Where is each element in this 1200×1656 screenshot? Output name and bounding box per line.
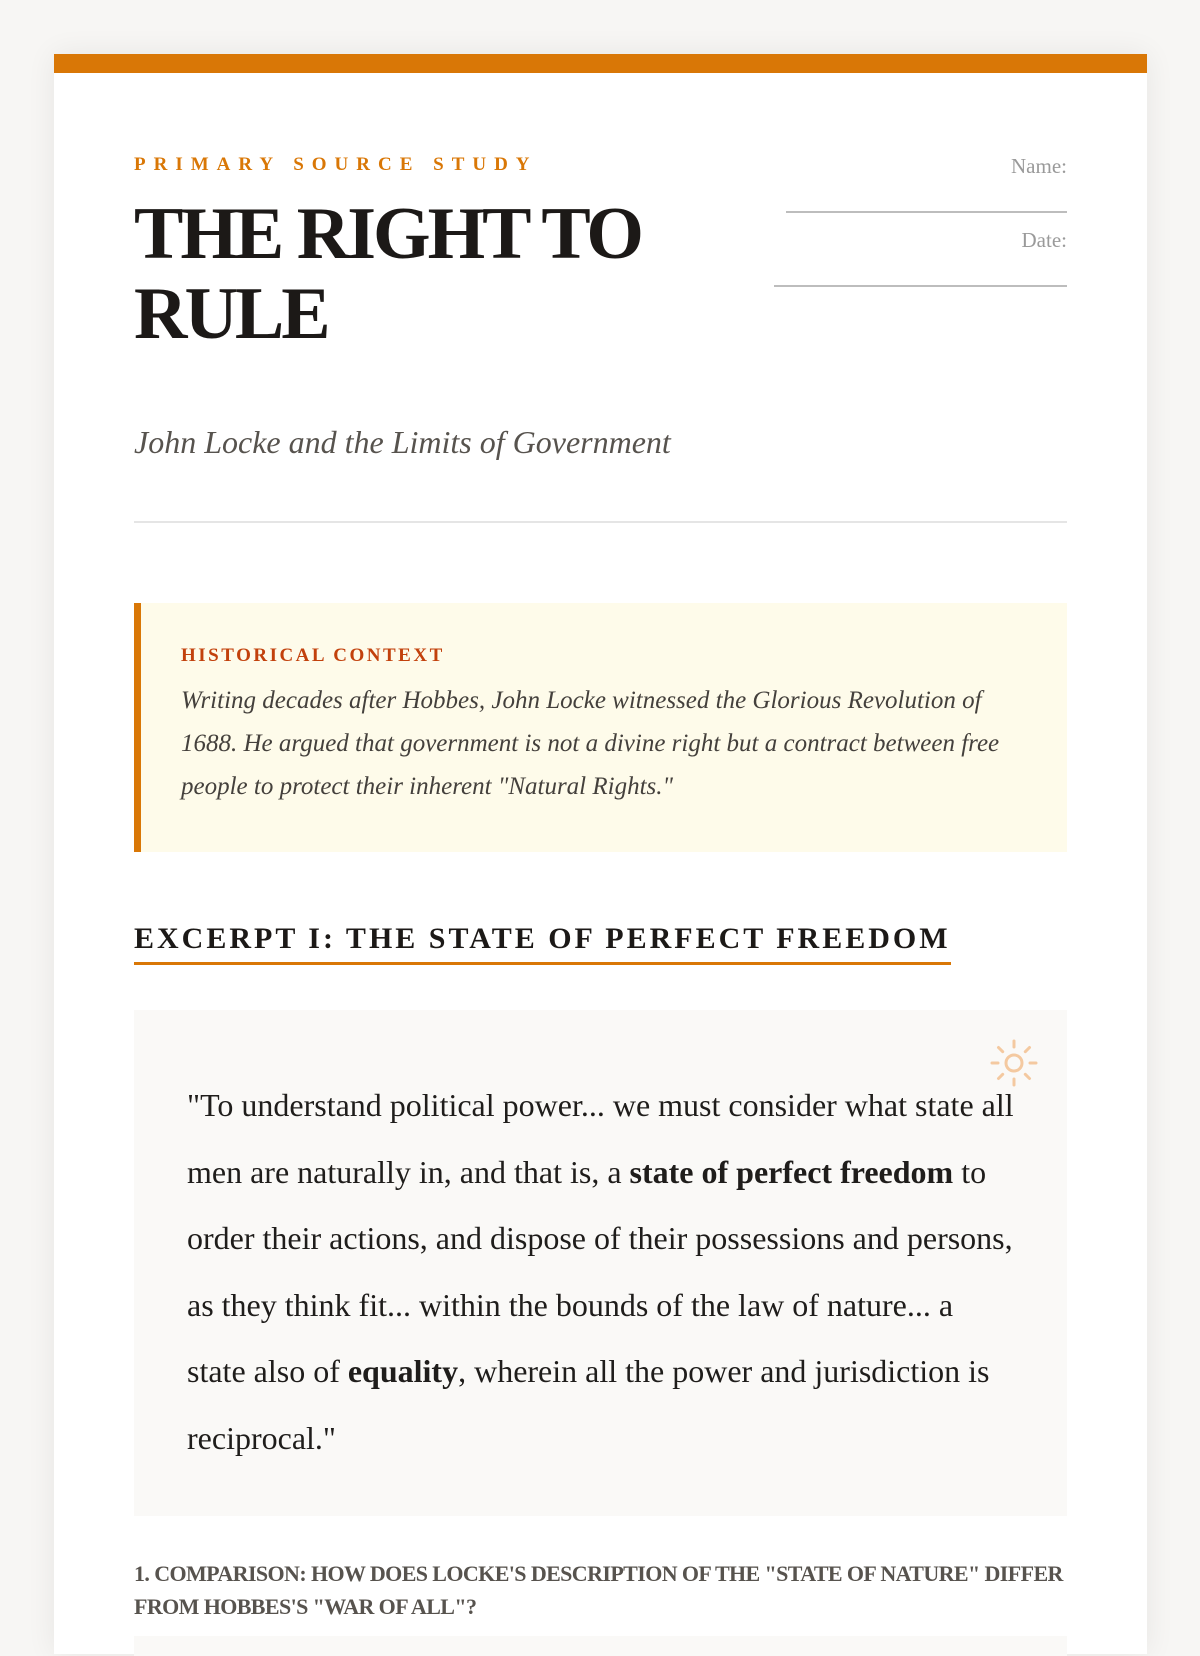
quote-bold-2: equality (347, 1353, 459, 1389)
quote-part-2: to order their actions, and dispose of their possessions and persons, as they think fit... within the bounds of the law of nature... a state also of (187, 1153, 1013, 1389)
quote-bold-1: state of perfect freedom (629, 1153, 954, 1190)
accent-top-bar (54, 54, 1147, 73)
excerpt-box (134, 1010, 1067, 1516)
excerpt-heading: EXCERPT I: THE STATE OF PERFECT FREEDOM (134, 922, 951, 965)
name-label: Name: (1011, 154, 1067, 178)
answer-area[interactable] (134, 1636, 1067, 1656)
worksheet-page (54, 54, 1147, 1654)
date-label: Date: (1021, 228, 1067, 252)
excerpt-quote (187, 1072, 1014, 1471)
sun-icon (989, 1038, 1039, 1088)
quote-part-1: "To understand political power... we must consider what state all men are naturally in, and that is, a (187, 1087, 1014, 1190)
context-label: HISTORICAL CONTEXT (181, 645, 445, 666)
header-divider (134, 521, 1067, 523)
question-1: 1. COMPARISON: HOW DOES LOCKE'S DESCRIPTION OF THE "STATE OF NATURE" DIFFER FROM HOBBES'S "WAR OF ALL"? (134, 1561, 1063, 1619)
quote-part-3: , wherein all the power and jurisdiction is reciprocal." (187, 1353, 990, 1456)
kicker-label: PRIMARY SOURCE STUDY (134, 154, 538, 175)
page-subtitle: John Locke and the Limits of Government (134, 424, 671, 460)
historical-context-box (134, 603, 1067, 852)
page-title: THE RIGHT TO RULE (134, 193, 641, 355)
name-field[interactable] (786, 211, 1067, 213)
date-field[interactable] (774, 285, 1067, 287)
context-body: Writing decades after Hobbes, John Locke witnessed the Glorious Revolution of 1688. He argued that government is not a divine right but a contract between free people to protect their inherent "Natural Rights." (181, 687, 1000, 800)
